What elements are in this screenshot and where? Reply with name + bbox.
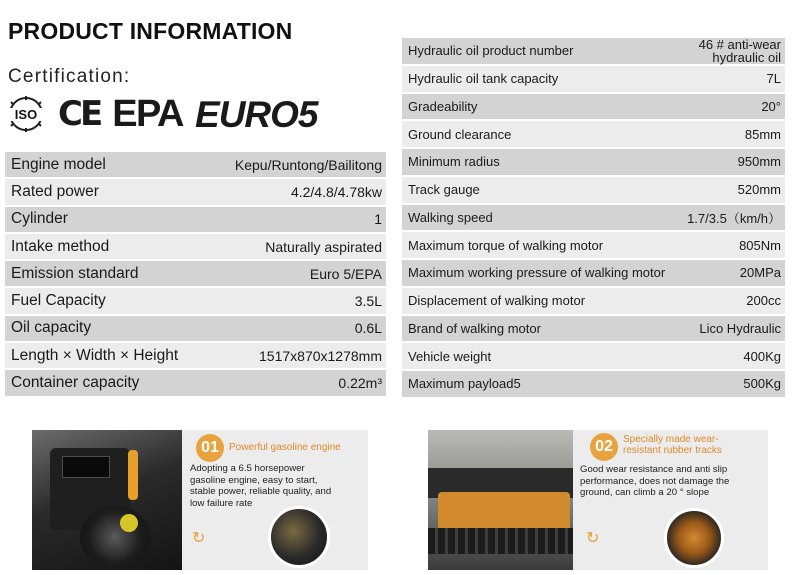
spec-row <box>402 38 785 66</box>
spec-label: Maximum torque of walking motor <box>408 237 604 253</box>
spec-row <box>402 94 785 122</box>
epa-logo: EPA <box>112 93 184 135</box>
spec-label: Minimum radius <box>408 154 500 170</box>
spec-row <box>402 177 785 205</box>
ce-mark-logo: CE <box>58 94 101 134</box>
spec-value: 950mm <box>737 154 781 170</box>
spec-row <box>5 207 386 234</box>
rubber-track-shape <box>428 528 573 554</box>
spec-row <box>5 234 386 261</box>
spec-row <box>402 260 785 288</box>
spec-value: 85mm <box>744 126 781 142</box>
spec-row <box>402 232 785 260</box>
certification-logos <box>6 94 318 134</box>
spec-row <box>402 205 785 233</box>
spec-row <box>402 66 785 94</box>
spec-label: Oil capacity <box>11 319 92 337</box>
spec-row <box>5 370 386 397</box>
spec-label: Length × Width × Height <box>11 346 179 364</box>
feature-description: Adopting a 6.5 horsepower gasoline engine, easy to start, stable power, reliable quality, and low failure rate <box>190 463 332 509</box>
feature-card-tracks <box>428 430 768 570</box>
spec-label: Hydraulic oil tank capacity <box>408 71 559 87</box>
svg-text:ISO: ISO <box>14 107 38 122</box>
spec-label: Displacement of walking motor <box>408 293 586 309</box>
spec-value: 200cc <box>746 293 781 309</box>
spec-value: Lico Hydraulic <box>699 320 781 336</box>
spec-value: Naturally aspirated <box>265 238 382 255</box>
spec-label: Maximum payload5 <box>408 376 521 392</box>
spec-value: Euro 5/EPA <box>309 265 382 282</box>
iso-logo-icon <box>6 96 46 132</box>
spec-label: Track gauge <box>408 182 480 198</box>
spec-value: 46 # anti-wear hydraulic oil <box>698 36 781 65</box>
engine-flywheel-shape <box>80 506 150 568</box>
spec-label: Vehicle weight <box>408 348 492 364</box>
spec-row <box>5 343 386 370</box>
engine-badge-shape <box>62 456 110 478</box>
spec-value: 1 <box>374 211 382 228</box>
spec-value: 0.6L <box>354 320 382 337</box>
spec-value: Kepu/Runtong/Bailitong <box>234 156 382 173</box>
spec-value: 500Kg <box>743 376 781 392</box>
spec-label: Intake method <box>11 237 110 255</box>
feature-card-engine <box>32 430 368 570</box>
track-detail-photo <box>664 508 724 568</box>
spec-value: 520mm <box>737 182 781 198</box>
page-title: PRODUCT INFORMATION <box>8 18 293 44</box>
spec-label: Container capacity <box>11 374 140 392</box>
spec-label: Rated power <box>11 182 99 200</box>
feature-description: Good wear resistance and anti slip performance, does not damage the ground, can climb a 20 ° slope <box>580 464 730 498</box>
spec-row <box>402 121 785 149</box>
spec-row <box>402 149 785 177</box>
certification-label: Certification: <box>8 66 131 87</box>
engine-photo <box>32 430 182 570</box>
spec-row <box>5 288 386 315</box>
feature-number-badge: 02 <box>590 433 618 461</box>
spec-label: Fuel Capacity <box>11 292 106 310</box>
spec-label: Maximum working pressure of walking motor <box>408 265 666 281</box>
feature-number-badge: 01 <box>196 434 224 462</box>
spec-row <box>5 152 386 179</box>
tracks-photo <box>428 430 573 570</box>
spec-value: 400Kg <box>743 348 781 364</box>
spec-value: 20MPa <box>739 265 781 281</box>
spec-value: 1517x870x1278mm <box>259 347 382 364</box>
spec-label: Emission standard <box>11 264 139 282</box>
spec-label: Engine model <box>11 155 106 173</box>
hydraulic-spec-table <box>402 38 785 399</box>
spec-row <box>5 261 386 288</box>
engine-spec-table <box>5 152 386 398</box>
spec-label: Ground clearance <box>408 126 512 142</box>
spec-label: Hydraulic oil product number <box>408 43 574 59</box>
feature-title: Powerful gasoline engine <box>229 442 341 453</box>
engine-detail-photo <box>268 506 330 568</box>
engine-handle-shape <box>128 450 138 500</box>
engine-knob-shape <box>120 514 138 532</box>
spec-row <box>402 343 785 371</box>
spec-row <box>402 371 785 399</box>
spec-row <box>402 316 785 344</box>
spec-row <box>402 288 785 316</box>
spec-value: 3.5L <box>354 293 382 310</box>
spec-label: Cylinder <box>11 210 68 228</box>
spec-value: 7L <box>766 71 781 87</box>
spec-value: 1.7/3.5（km/h） <box>687 210 781 226</box>
spec-label: Gradeability <box>408 98 478 114</box>
swirl-arrow-icon: ↻ <box>586 530 600 547</box>
euro5-logo: EURO5 <box>195 93 318 135</box>
feature-title: Specially made wear-resistant rubber tracks <box>623 434 722 456</box>
spec-row <box>5 179 386 206</box>
spec-value: 805Nm <box>739 237 781 253</box>
spec-value: 4.2/4.8/4.78kw <box>290 183 382 200</box>
spec-value: 20° <box>761 98 781 114</box>
spec-label: Brand of walking motor <box>408 320 541 336</box>
spec-value: 0.22m³ <box>338 375 382 392</box>
spec-row <box>5 316 386 343</box>
swirl-arrow-icon: ↻ <box>192 530 206 547</box>
spec-label: Walking speed <box>408 209 493 225</box>
